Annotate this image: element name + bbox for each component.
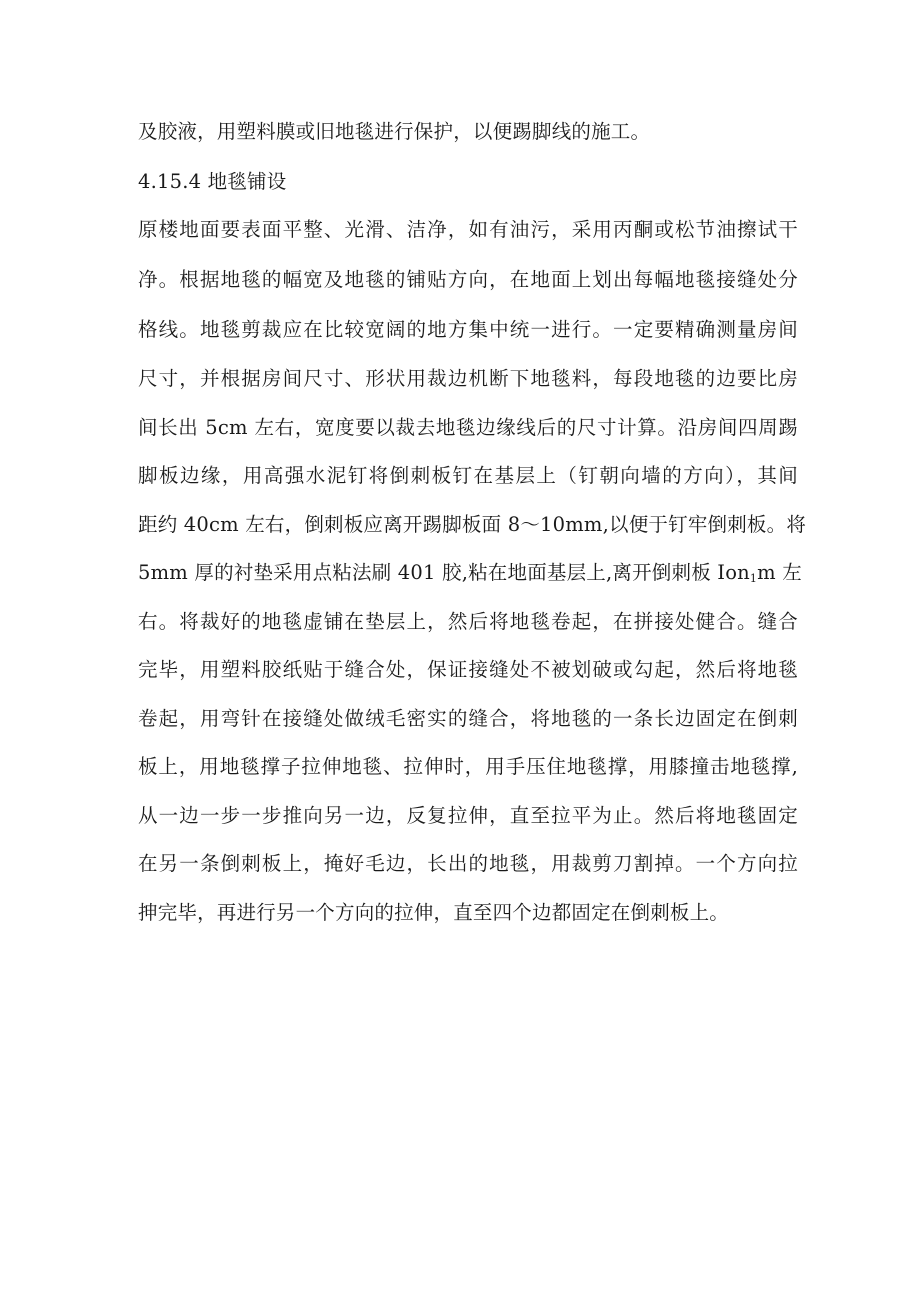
line-text-before-subscript: 5mm 厚的衬垫采用点粘法刷 401 胶,粘在地面基层上,离开倒刺板 Ion bbox=[138, 561, 750, 584]
paragraph-line: 右。将裁好的地毯虚铺在垫层上，然后将地毯卷起，在拼接处健合。缝合 bbox=[138, 610, 798, 633]
subscript-glyph: 1 bbox=[749, 572, 758, 585]
intro-line: 及胶液，用塑料膜或旧地毯进行保护，以便踢脚线的施工。 bbox=[138, 120, 651, 143]
paragraph-line: 格线。地毯剪裁应在比较宽阔的地方集中统一进行。一定要精确测量房间 bbox=[138, 318, 798, 341]
paragraph-line bbox=[138, 556, 802, 590]
paragraph-line: 距约 40cm 左右，倒刺板应离开踢脚板面 8～10mm,以便于钉牢倒刺板。将 bbox=[138, 513, 807, 536]
paragraph-line: 卷起，用弯针在接缝处做绒毛密实的缝合，将地毯的一条长边固定在倒刺 bbox=[138, 707, 798, 730]
paragraph-line: 在另一条倒刺板上，掩好毛边，长出的地毯，用裁剪刀割掉。一个方向拉 bbox=[138, 852, 798, 875]
paragraph-line: 从一边一步一步推向另一边，反复拉伸，直至拉平为止。然后将地毯固定 bbox=[138, 804, 798, 827]
paragraph-line: 尺寸，并根据房间尺寸、形状用裁边机断下地毯料，每段地毯的边要比房 bbox=[138, 367, 798, 390]
paragraph-line: 原楼地面要表面平整、光滑、洁净，如有油污，采用丙酮或松节油擦试干 bbox=[138, 218, 798, 241]
paragraph-line: 净。根据地毯的幅宽及地毯的铺贴方向，在地面上划出每幅地毯接缝处分 bbox=[138, 268, 798, 291]
paragraph-line: 完毕，用塑料胶纸贴于缝合处，保证接缝处不被划破或勾起，然后将地毯 bbox=[138, 658, 798, 681]
paragraph-line: 板上，用地毯撑子拉伸地毯、拉伸时，用手压住地毯撑，用膝撞击地毯撑, bbox=[138, 755, 798, 778]
line-text-after-subscript: m 左 bbox=[757, 561, 802, 584]
paragraph-line: 间长出 5cm 左右，宽度要以裁去地毯边缘线后的尺寸计算。沿房间四周踢 bbox=[138, 416, 798, 439]
section-heading: 4.15.4 地毯铺设 bbox=[138, 170, 287, 193]
paragraph-line: 抻完毕，再进行另一个方向的拉伸，直至四个边都固定在倒刺板上。 bbox=[138, 901, 730, 924]
paragraph-line: 脚板边缘，用高强水泥钉将倒刺板钉在基层上（钉朝向墙的方向），其间 bbox=[138, 464, 798, 487]
